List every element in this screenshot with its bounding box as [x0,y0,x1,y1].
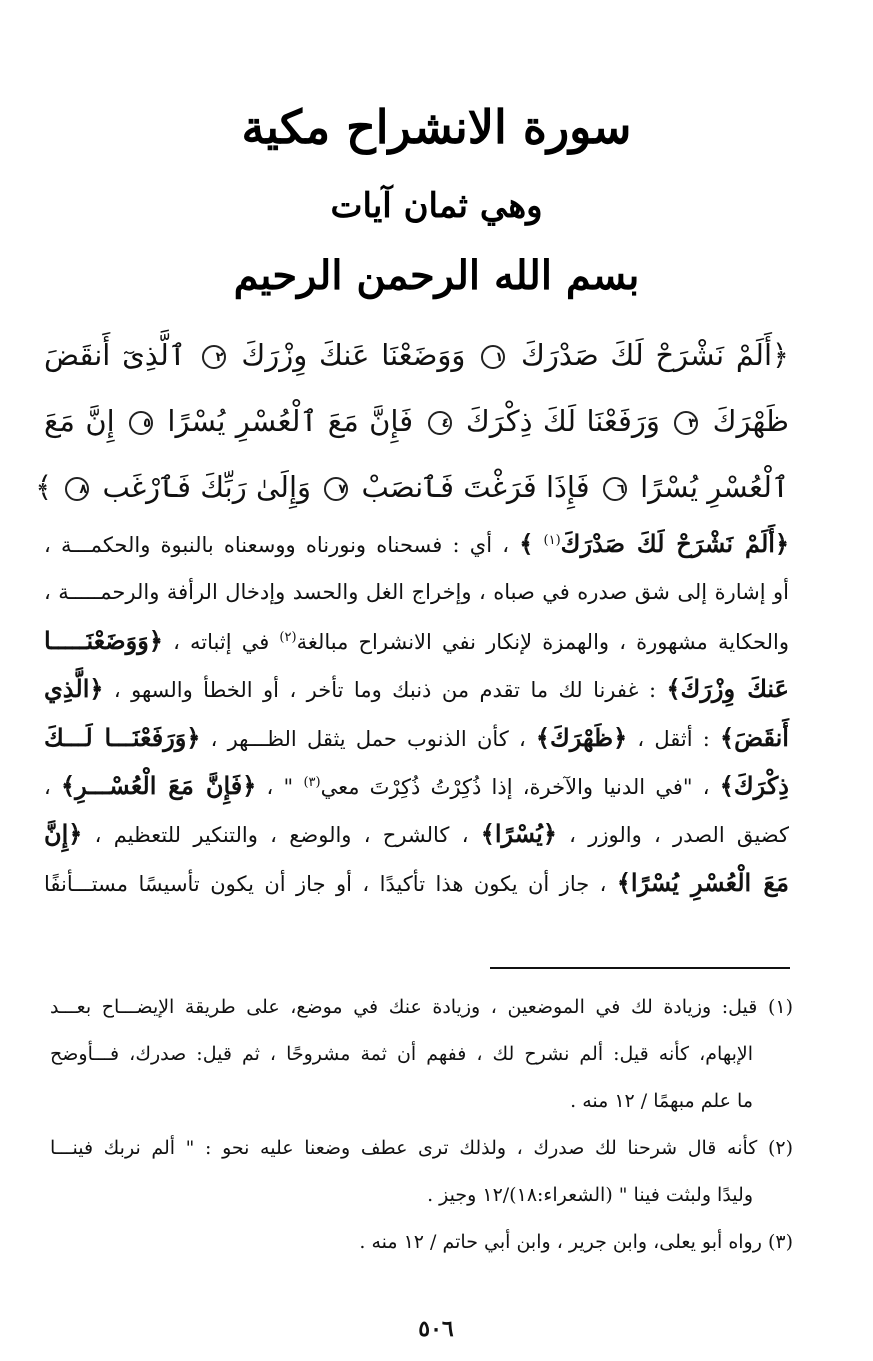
tafsir-line [44,568,789,616]
tafsir-line [44,665,789,713]
commentary-text: ، [44,774,51,799]
footnote-1-line: ما علم مبهمًا / ١٢ منه . [570,1090,753,1112]
verse-number-marker: ٣ [674,411,698,435]
commentary-text: ، أي : فسحناه ونورناه ووسعناه بالنبوة والحكمـــة ، [44,533,510,557]
quran-segment: وَإِلَىٰ رَبِّكَ فَٱرْغَب [102,470,312,504]
commentary-text: ، كالشرح ، والوضع ، والتنكير للتعظيم ، [94,823,469,848]
verse-count: وهي ثمان آيات [330,186,543,226]
verse-number-marker: ٥ [129,411,153,435]
quoted-verse: ﴿الَّذِي [44,674,104,704]
quran-segment: وَوَضَعْنَا عَنكَ وِزْرَكَ [241,338,466,372]
quoted-verse: مَعَ الْعُسْرِ يُسْرًا﴾ [616,867,789,897]
quran-segment: فَإِنَّ مَعَ ٱلْعُسْرِ يُسْرًا [167,404,414,438]
quoted-verse: ذِكْرَكَ﴾ [719,770,789,800]
quoted-verse: ﴿ظَهْرَكَ﴾ [535,722,628,752]
quran-segment: فَإِذَا فَرَغْتَ فَٱنصَبْ [361,470,590,504]
footnote-1-line: الإبهام، كأنه قيل: ألم نشرح لك ، ففهم أن ثمة مشروحًا ، ثم قيل: صدرك، فـــأوضح [50,1043,753,1065]
footnote-ref: (١) [543,533,561,548]
tafsir-line [44,859,789,907]
quran-segment: إِنَّ مَعَ [44,404,115,438]
quoted-verse: عَنكَ وِزْرَكَ﴾ [666,674,789,704]
quran-segment: ﴾ [35,470,53,504]
quran-segment: ﴿أَلَمْ نَشْرَحْ لَكَ صَدْرَكَ [520,338,790,372]
quran-line [35,454,789,520]
page-number: ٥٠٦ [418,1316,454,1342]
quran-text [35,322,790,520]
footnotes [50,984,793,1266]
quran-segment: ٱلْعُسْرِ يُسْرًا [640,470,789,504]
tafsir-line [44,617,789,665]
quoted-verse: ﴿يُسْرًا﴾ [480,819,557,849]
verse-number-marker: ٢ [202,345,226,369]
footnote-2-line: وليدًا ولبثت فينا " (الشعراء:١٨)/١٢ وجيز . [427,1184,753,1206]
quran-line [44,322,789,388]
commentary-text: : غفرنا لك ما تقدم من ذنبك وما تأخر ، أو الخطأ والسهو ، [113,678,657,703]
quoted-verse: ﴿أَلَمْ نَشْرَحْ لَكَ صَدْرَكَ [560,529,790,558]
quoted-verse: ﴿إِنَّ [44,819,83,849]
commentary-text: " ، [266,774,294,799]
commentary-text: أو إشارة إلى شق صدره في صباه ، وإخراج الغل والحسد وإدخال الرأفة والرحمـــــة ، [44,580,789,605]
commentary-text: كضيق الصدر ، والوزر ، [569,823,789,848]
quoted-verse: ﴿فَإِنَّ مَعَ الْعُسْـــرِ﴾ [61,770,257,800]
quran-segment: ٱلَّذِىٓ أَنقَضَ [44,338,186,372]
tafsir-line [44,520,789,568]
footnote-ref: (٣) [303,774,321,790]
verse-number-marker: ٧ [324,477,348,501]
surah-title: سورة الانشراح مكية [241,100,632,154]
tafsir-line [44,762,789,810]
verse-number-marker: ١ [481,345,505,369]
tafsir-line [44,714,789,762]
quoted-verse-end: ﴾ [519,529,534,558]
footnote-3-line: (٣) رواه أبو يعلى، وابن جرير ، وابن أبي حاتم / ١٢ منه . [359,1231,793,1253]
quoted-verse: أَنقَضَ﴾ [720,722,789,752]
footnote-1-line: (١) قيل: وزيادة لك في الموضعين ، وزيادة عنك في موضع، على طريقة الإيضـــاح بعـــد [50,996,793,1018]
commentary-text: ، جاز أن يكون هذا تأكيدًا ، أو جاز أن يكون تأسيسًا مستـــأنفًا [44,871,607,896]
commentary-text: : أثقل ، [637,726,710,751]
commentary-text: ، كأن الذنوب حمل يثقل الظـــهر ، [210,726,526,751]
verse-number-marker: ٦ [603,477,627,501]
commentary-text: ، "في الدنيا والآخرة، إذا ذُكِرْتُ ذُكِرْتَ معي [320,774,710,799]
commentary-text: في إثباته ، [173,629,270,654]
quoted-verse: ﴿وَوَضَعْنَـــــا [44,625,163,655]
commentary-text: والحكاية مشهورة ، والهمزة لإنكار نفي الانشراح مبالغة [296,629,789,654]
quoted-verse: ﴿وَرَفَعْنَـــا لَـــكَ [44,722,201,752]
quran-line [44,388,789,454]
basmala: بسم الله الرحمن الرحيم [233,252,640,299]
tafsir-commentary [44,520,789,907]
quran-segment: وَرَفَعْنَا لَكَ ذِكْرَكَ [465,404,660,438]
footnote-ref: (٢) [279,629,297,645]
verse-number-marker: ٨ [65,477,89,501]
quran-segment: ظَهْرَكَ [712,404,790,438]
tafsir-line [44,810,789,858]
verse-number-marker: ٤ [428,411,452,435]
footnote-2-line: (٢) كأنه قال شرحنا لك صدرك ، ولذلك ترى عطف وضعنا عليه نحو : " ألم نربك فينـــا [50,1137,793,1159]
footnote-separator [490,967,790,969]
